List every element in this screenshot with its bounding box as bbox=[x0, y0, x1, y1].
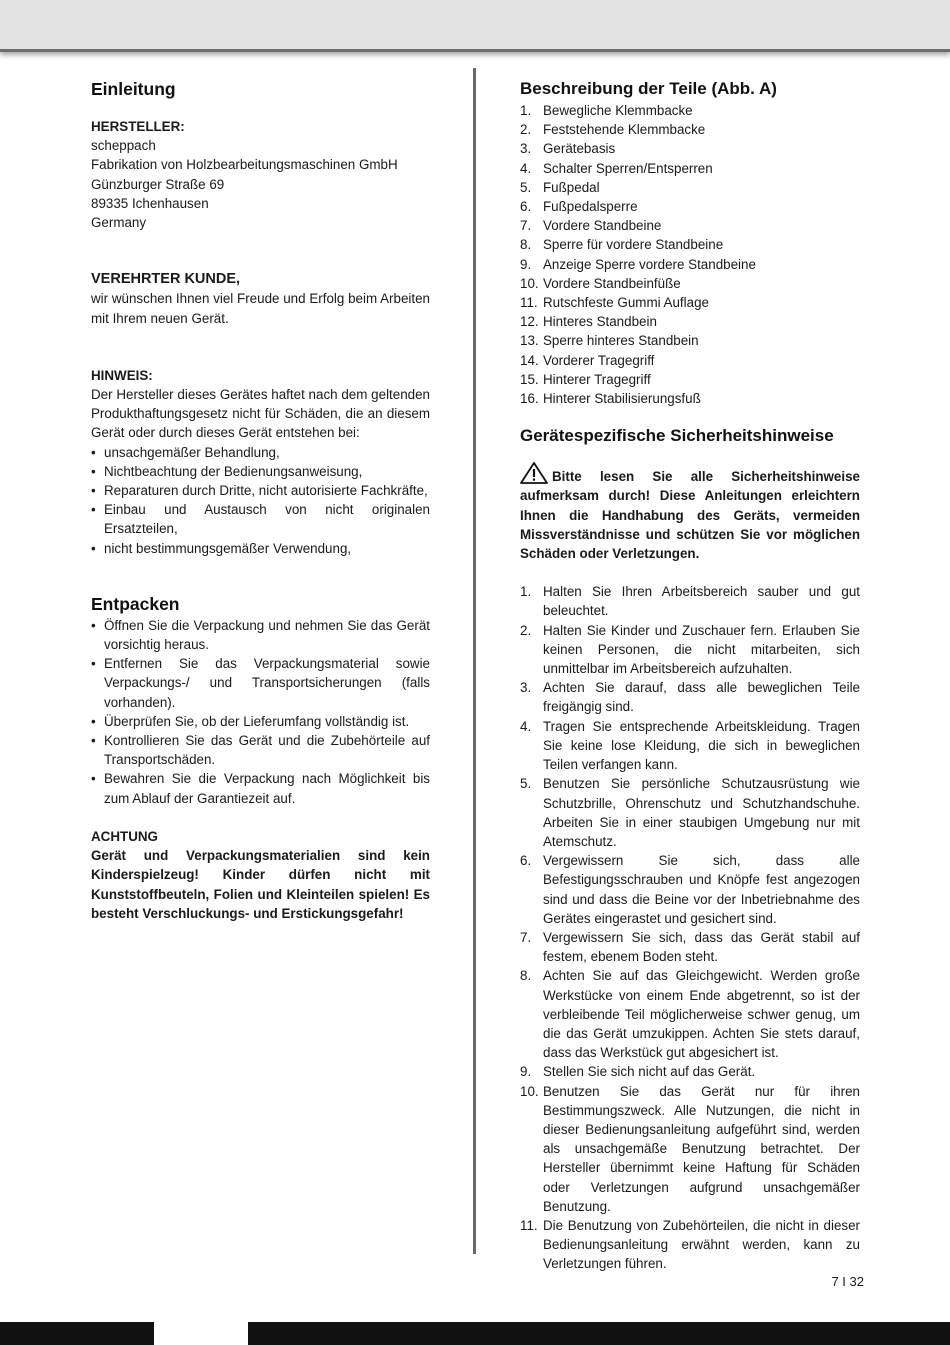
header-bar bbox=[0, 0, 950, 52]
note-list bbox=[91, 443, 430, 558]
list-item: 12. Hinteres Standbein bbox=[520, 314, 657, 330]
list-item: 16. Hinterer Stabilisierungsfuß bbox=[520, 391, 701, 407]
customer-heading: VEREHRTER KUNDE, bbox=[91, 271, 241, 288]
list-item: 3. Gerätebasis bbox=[520, 141, 616, 157]
list-item: • Reparaturen durch Dritte, nicht autorisierte Fachkräfte, bbox=[91, 481, 430, 500]
intro-heading: Einleitung bbox=[91, 79, 176, 99]
list-item: 1. Halten Sie Ihren Arbeitsbereich sauber und gut beleuchtet. bbox=[520, 584, 860, 619]
manufacturer-label: HERSTELLER: bbox=[91, 119, 185, 134]
customer-text: wir wünschen Ihnen viel Freude und Erfolg beim Arbeiten mit Ihrem neuen Gerät. bbox=[91, 291, 430, 326]
list-item: 6. Vergewissern Sie sich, dass alle Befestigungsschrauben und Knöpfe fest angezogen sind und dass die Beine vor der Inbetriebnahme des Gerätes eingerastet und gesichert sind. bbox=[520, 853, 860, 926]
manufacturer-address bbox=[91, 136, 430, 232]
list-item: • Bewahren Sie die Verpackung nach Möglichkeit bis zum Ablauf der Garantiezeit auf. bbox=[91, 769, 430, 807]
footer-bar bbox=[0, 1322, 154, 1345]
list-item: 11. Rutschfeste Gummi Auflage bbox=[520, 295, 709, 311]
manufacturer-line: Günzburger Straße 69 bbox=[91, 176, 225, 192]
list-item: 9. Stellen Sie sich nicht auf das Gerät. bbox=[520, 1064, 756, 1080]
safety-warning-text: Bitte lesen Sie alle Sicherheitshinweise aufmerksam durch! Diese Anleitungen erleichtern Ihnen die Handhabung des Geräts, vermeiden Missverständnisse und schützen Sie vor möglichen Schäden oder Verletzungen. bbox=[520, 469, 860, 562]
list-item: 6. Fußpedalsperre bbox=[520, 199, 638, 215]
note-label: HINWEIS: bbox=[91, 367, 153, 383]
column-divider bbox=[473, 68, 476, 1254]
list-item: 7. Vergewissern Sie sich, dass das Gerät stabil auf festem, ebenem Boden steht. bbox=[520, 929, 860, 965]
list-item: 10. Vordere Standbeinfüße bbox=[520, 275, 681, 291]
list-item: • unsachgemäßer Behandlung, bbox=[91, 443, 430, 462]
list-item: 4. Schalter Sperren/Entsperren bbox=[520, 160, 713, 176]
list-item: 2. Feststehende Klemmbacke bbox=[520, 122, 706, 138]
footer-bar bbox=[248, 1322, 950, 1345]
list-item: • Einbau und Austausch von nicht originalen Ersatzteilen, bbox=[91, 500, 430, 538]
list-item: 7. Vordere Standbeine bbox=[520, 218, 662, 234]
parts-heading: Beschreibung der Teile (Abb. A) bbox=[520, 79, 777, 98]
list-item: • nicht bestimmungsgemäßer Verwendung, bbox=[91, 539, 430, 558]
page-number: 7 I 32 bbox=[831, 1274, 864, 1289]
attention-label: ACHTUNG bbox=[91, 828, 158, 844]
list-item: 10. Benutzen Sie das Gerät nur für ihren Bestimmungszweck. Alle Nutzungen, die nicht in dieser Bedienungsanleitung aufgeführt sind, werden als unsachgemäße Benutzung betrachtet. Der Hersteller übernimmt keine Haftung für Schäden oder Verletzungen aufgrund unsachgemäßer Benutzung. bbox=[520, 1083, 860, 1214]
list-item: • Öffnen Sie die Verpackung und nehmen Sie das Gerät vorsichtig heraus. bbox=[91, 616, 430, 654]
manufacturer-line: scheppach bbox=[91, 138, 156, 154]
list-item: 8. Achten Sie auf das Gleichgewicht. Werden große Werkstücke von einem Ende abgetrennt, so ist der verbleibende Teil möglicherweise schwer genug, um die das Gerät umzukippen. Achten Sie stets darauf, dass das Werkstück gut abgesichert ist. bbox=[520, 968, 860, 1061]
list-item: • Entfernen Sie das Verpackungsmaterial sowie Verpackungs-/ und Transportsicherungen (falls vorhanden). bbox=[91, 654, 430, 712]
warning-triangle-icon bbox=[520, 462, 548, 484]
list-item: 5. Fußpedal bbox=[520, 179, 600, 195]
attention-text: Gerät und Verpackungsmaterialien sind kein Kinderspielzeug! Kinder dürfen nicht mit Kunststoffbeuteln, Folien und Kleinteilen spielen! Es besteht Verschluckungs- und Erstickungsgefahr! bbox=[91, 848, 430, 921]
list-item: • Überprüfen Sie, ob der Lieferumfang vollständig ist. bbox=[91, 712, 430, 731]
list-item: • Nichtbeachtung der Bedienungsanweisung, bbox=[91, 462, 430, 481]
list-item: 9. Anzeige Sperre vordere Standbeine bbox=[520, 256, 756, 272]
parts-list bbox=[520, 101, 860, 408]
list-item: 8. Sperre für vordere Standbeine bbox=[520, 237, 724, 253]
manufacturer-line: Germany bbox=[91, 215, 147, 231]
list-item: 4. Tragen Sie entsprechende Arbeitskleidung. Tragen Sie keine lose Kleidung, die sich in beweglichen Teilen verfangen kann. bbox=[520, 718, 860, 773]
left-column bbox=[91, 77, 430, 923]
list-item: 5. Benutzen Sie persönliche Schutzausrüstung wie Schutzbrille, Ohrenschutz und Schutzhandschuhe. Arbeiten Sie in einer staubigen Umgebung nur mit Atemschutz. bbox=[520, 776, 860, 849]
unpack-list bbox=[91, 616, 430, 808]
safety-warning bbox=[520, 462, 860, 563]
list-item: 2. Halten Sie Kinder und Zuschauer fern. Erlauben Sie keinen Personen, die nicht mitarbeiten, sich unmittelbar im Arbeitsbereich aufzuhalten. bbox=[520, 622, 860, 677]
list-item: 1. Bewegliche Klemmbacke bbox=[520, 103, 693, 118]
right-column bbox=[520, 77, 860, 1274]
list-item: • Kontrollieren Sie das Gerät und die Zubehörteile auf Transportschäden. bbox=[91, 731, 430, 769]
list-item: 14. Vorderer Tragegriff bbox=[520, 352, 655, 368]
safety-heading: Gerätespezifische Sicherheitshinweise bbox=[520, 426, 834, 446]
unpack-heading: Entpacken bbox=[91, 593, 180, 614]
list-item: 11. Die Benutzung von Zubehörteilen, die nicht in dieser Bedienungsanleitung erwähnt werden, kann zu Verletzungen führen. bbox=[520, 1217, 860, 1272]
note-text: Der Hersteller dieses Gerätes haftet nach dem geltenden Produkthaftungsgesetz nicht für Schäden, die an diesem Gerät oder durch dieses Gerät entstehen bei: bbox=[91, 387, 430, 441]
manufacturer-line: Fabrikation von Holzbearbeitungsmaschinen GmbH bbox=[91, 157, 398, 173]
list-item: 3. Achten Sie darauf, dass alle beweglichen Teile freigängig sind. bbox=[520, 680, 860, 715]
safety-list bbox=[520, 582, 860, 1273]
manufacturer-line: 89335 Ichenhausen bbox=[91, 195, 209, 211]
list-item: 15. Hinterer Tragegriff bbox=[520, 371, 651, 387]
list-item: 13. Sperre hinteres Standbein bbox=[520, 333, 699, 349]
